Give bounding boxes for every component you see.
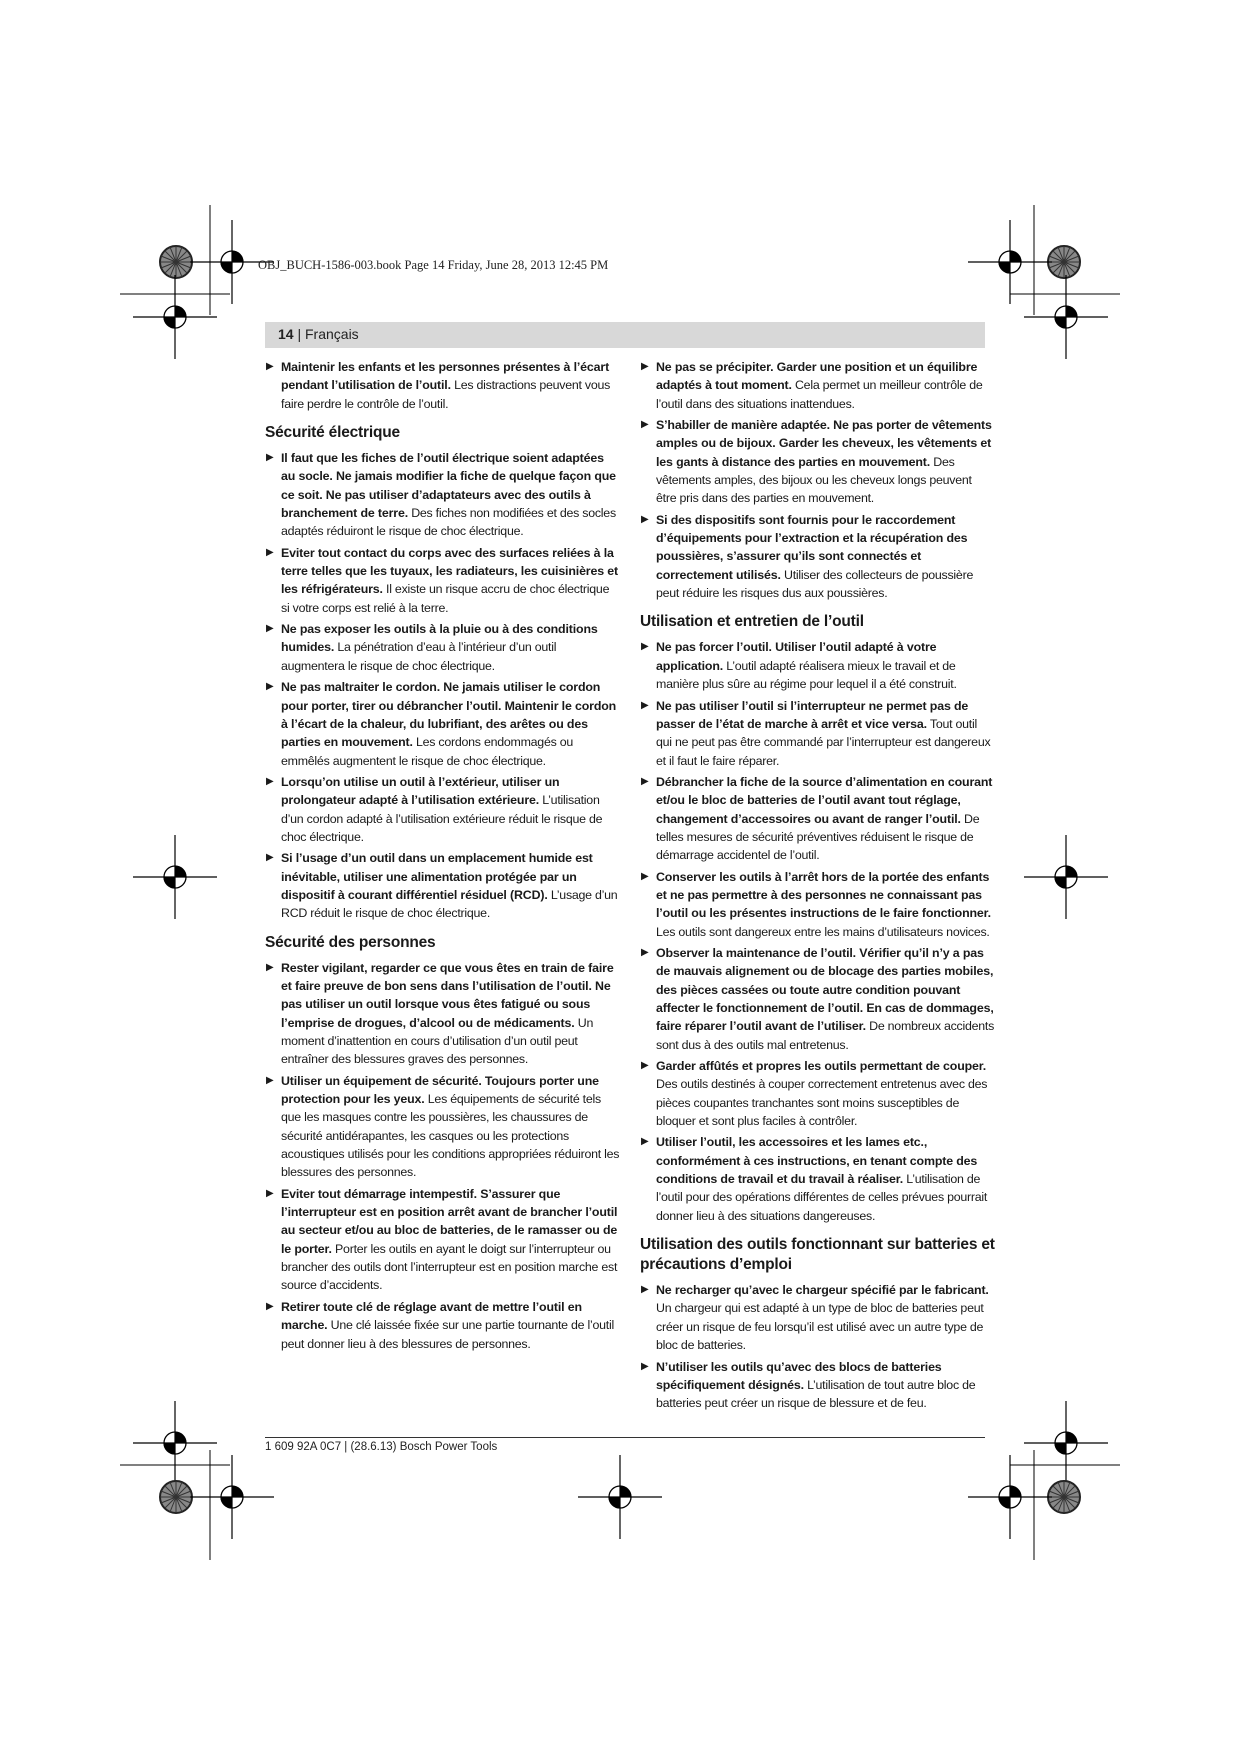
page-header bbox=[278, 326, 359, 342]
list-item: ▶ Utiliser un équipement de sécurité. Toujours porter une protection pour les yeux. Les équipements de sécurité tels que les masques contre les poussières, les chaussures de sécurité antidérapantes, les casques ou les protections acoustiques utilisés pour les conditions appropriées réduiront les blessures des personnes. bbox=[266, 1073, 620, 1180]
bullet-arrow-icon: ▶ bbox=[641, 1284, 649, 1296]
list-item: ▶ Retirer toute clé de réglage avant de mettre l’outil en marche. Une clé laissée fixée sur une partie tournante de l’outil peut donner lieu à des blessures de personnes. bbox=[266, 1299, 614, 1351]
bullet-arrow-icon: ▶ bbox=[266, 852, 274, 864]
bullet-arrow-icon: ▶ bbox=[641, 1360, 649, 1372]
list-item: ▶ Débrancher la fiche de la source d’alimentation en courant et/ou le bloc de batteries de l’outil avant tout réglage, changement d’accessoires ou avant de ranger l’outil. De telles mesures de sécurité préventives réduisent le risque de démarrage accidentel de l’outil. bbox=[641, 774, 993, 863]
header-language: Français bbox=[305, 326, 359, 342]
page-footer: 1 609 92A 0C7 | (28.6.13) Bosch Power Tools bbox=[265, 1441, 498, 1453]
list-item: ▶ Utiliser l’outil, les accessoires et les lames etc., conformément à ces instructions, en tenant compte des conditions de travail et du travail à réaliser. L’utilisation de l’outil pour des opérations différentes de celles prévues pourrait donner lieu à des situations dangereuses. bbox=[641, 1135, 988, 1223]
bullet-arrow-icon: ▶ bbox=[641, 946, 649, 958]
bullet-arrow-icon: ▶ bbox=[641, 699, 649, 711]
list-item: ▶ N’utiliser les outils qu’avec des blocs de batteries spécifiquement désignés. L’utilisation de tout autre bloc de batteries peut créer un risque de blessure et de feu. bbox=[641, 1359, 976, 1411]
page-number: 14 bbox=[278, 326, 294, 342]
bullet-arrow-icon: ▶ bbox=[641, 361, 649, 372]
list-item: ▶ Rester vigilant, regarder ce que vous êtes en train de faire et faire preuve de bon sens dans l’utilisation de l’outil. Ne pas utiliser un outil lorsque vous êtes fatigué ou sous l’emprise de drogues, d’alcool ou de médicaments. Un moment d’inattention en cours d’utilisation d’un outil peut entraîner des blessures graves des personnes. bbox=[266, 960, 614, 1067]
bullet-arrow-icon: ▶ bbox=[266, 1187, 274, 1199]
bullet-arrow-icon: ▶ bbox=[266, 546, 274, 558]
list-item: ▶ Il faut que les fiches de l’outil électrique soient adaptées au socle. Ne jamais modifier la fiche de quelque façon que ce soit. Ne pas utiliser d’adaptateurs avec des outils à branchement de terre. Des fiches non modifiées et des socles adaptés réduiront le risque de choc électrique. bbox=[266, 451, 616, 539]
bullet-arrow-icon: ▶ bbox=[641, 513, 649, 525]
bullet-arrow-icon: ▶ bbox=[641, 1136, 649, 1148]
list-item: ▶ Ne pas exposer les outils à la pluie ou à des conditions humides. La pénétration d’eau à l’intérieur d’un outil augmentera le risque de choc électrique. bbox=[266, 622, 598, 673]
list-item: ▶ Conserver les outils à l’arrêt hors de la portée des enfants et ne pas permettre à des personnes ne connaissant pas l’outil ou les présentes instructions de le faire fonctionner. Les outils sont dangereux entre les mains d’utilisateurs novices. bbox=[641, 869, 991, 939]
section-heading-persons: Sécurité des personnes bbox=[265, 933, 436, 951]
bullet-arrow-icon: ▶ bbox=[266, 1300, 274, 1312]
list-item: ▶ Eviter tout démarrage intempestif. S’assurer que l’interrupteur est en position arrêt avant de brancher l’outil au secteur et/ou au bloc de batteries, de le ramasser ou de le porter. Porter les outils en ayant le doigt sur l’interrupteur ou brancher des outils dont l’interrupteur est en position marche est source d’accidents. bbox=[266, 1186, 618, 1293]
bullet-arrow-icon: ▶ bbox=[266, 775, 274, 787]
list-item: ▶ Ne pas maltraiter le cordon. Ne jamais utiliser le cordon pour porter, tirer ou débrancher l’outil. Maintenir le cordon à l’écart de la chaleur, du lubrifiant, des arêtes ou des parties en mouvement. Les cordons endommagés ou emmêlés augmentent le risque de choc électrique. bbox=[266, 680, 617, 768]
header-separator: | bbox=[293, 326, 305, 342]
list-item: ▶ Ne pas forcer l’outil. Utiliser l’outil adapté à votre application. L’outil adapté réalisera mieux le travail et de manière plus sûre au régime pour lequel il a été construit. bbox=[641, 640, 957, 692]
list-item: ▶ S’habiller de manière adaptée. Ne pas porter de vêtements amples ou de bijoux. Garder les cheveux, les vêtements et les gants à distance des parties en mouvement. Des vêtements amples, des bijoux ou les cheveux longs peuvent être pris dans des parties en mouvement. bbox=[641, 418, 992, 506]
bullet-arrow-icon: ▶ bbox=[266, 623, 274, 635]
list-item: ▶ Ne recharger qu’avec le chargeur spécifié par le fabricant. Un chargeur qui est adapté à un type de bloc de batteries peut créer un risque de feu lorsqu’il est utilisé avec un autre type de bloc de batteries. bbox=[641, 1283, 989, 1353]
section-heading-battery: Utilisation des outils fonctionnant sur batteries et précautions d’emploi bbox=[640, 1236, 995, 1274]
section-heading-electrical: Sécurité électrique bbox=[265, 424, 400, 442]
list-item: ▶ Garder affûtés et propres les outils permettant de couper. Des outils destinés à couper correctement entretenus avec des pièces coupantes tranchantes sont moins susceptibles de bloquer et sont plus faciles à contrôler. bbox=[641, 1059, 988, 1129]
section-heading-tool-use: Utilisation et entretien de l’outil bbox=[640, 613, 864, 631]
bullet-arrow-icon: ▶ bbox=[266, 681, 274, 693]
bullet-arrow-icon: ▶ bbox=[641, 1060, 649, 1072]
list-item: ▶ Maintenir les enfants et les personnes présentes à l’écart pendant l’utilisation de l’outil. Les distractions peuvent vous faire perdre le contrôle de l’outil. bbox=[266, 360, 611, 411]
list-item: ▶ Si l’usage d’un outil dans un emplacement humide est inévitable, utiliser une alimentation protégée par un dispositif à courant différentiel résiduel (RCD). L’usage d’un RCD réduit le risque de choc électrique. bbox=[266, 851, 618, 921]
footer-rule bbox=[265, 1437, 985, 1438]
list-item: ▶ Observer la maintenance de l’outil. Vérifier qu’il n’y a pas de mauvais alignement ou de blocage des parties mobiles, des pièces cassées ou toute autre condition pouvant affecter le fonctionnement de l’outil. En cas de dommages, faire réparer l’outil avant de l’utiliser. De nombreux accidents sont dus à des outils mal entretenus. bbox=[641, 945, 995, 1052]
right-column bbox=[640, 358, 995, 1416]
bullet-arrow-icon: ▶ bbox=[641, 775, 649, 787]
left-column bbox=[265, 358, 620, 1356]
list-item: ▶ Si des dispositifs sont fournis pour le raccordement d’équipements pour l’extraction et la récupération des poussières, s’assurer qu’ils sont connectés et correctement utilisés. Utiliser des collecteurs de poussière peut réduire les risques dus aux poussières. bbox=[641, 512, 974, 601]
list-item: ▶ Ne pas utiliser l’outil si l’interrupteur ne permet pas de passer de l’état de marche à arrêt et vice versa. Tout outil qui ne peut pas être commandé par l’interrupteur est dangereux et il faut le faire réparer. bbox=[641, 698, 991, 768]
bullet-arrow-icon: ▶ bbox=[641, 641, 649, 653]
bullet-arrow-icon: ▶ bbox=[641, 419, 649, 431]
list-item: ▶ Lorsqu’on utilise un outil à l’extérieur, utiliser un prolongateur adapté à l’utilisation extérieure. L’utilisation d’un cordon adapté à l’utilisation extérieure réduit le risque de choc électrique. bbox=[266, 774, 603, 844]
bullet-arrow-icon: ▶ bbox=[266, 1074, 274, 1086]
list-item: ▶ Ne pas se précipiter. Garder une position et un équilibre adaptés à tout moment. Cela permet un meilleur contrôle de l’outil dans des situations inattendues. bbox=[641, 360, 983, 411]
bullet-arrow-icon: ▶ bbox=[266, 961, 274, 973]
book-info-line: OBJ_BUCH-1586-003.book Page 14 Friday, June 28, 2013 12:45 PM bbox=[258, 258, 609, 272]
bullet-arrow-icon: ▶ bbox=[641, 870, 649, 882]
page-header-bar bbox=[265, 322, 985, 348]
bullet-arrow-icon: ▶ bbox=[266, 452, 274, 464]
list-item: ▶ Eviter tout contact du corps avec des surfaces reliées à la terre telles que les tuyaux, les radiateurs, les cuisinières et les réfrigérateurs. Il existe un risque accru de choc électrique si votre corps est relié à la terre. bbox=[266, 545, 618, 615]
bullet-arrow-icon: ▶ bbox=[266, 361, 274, 372]
